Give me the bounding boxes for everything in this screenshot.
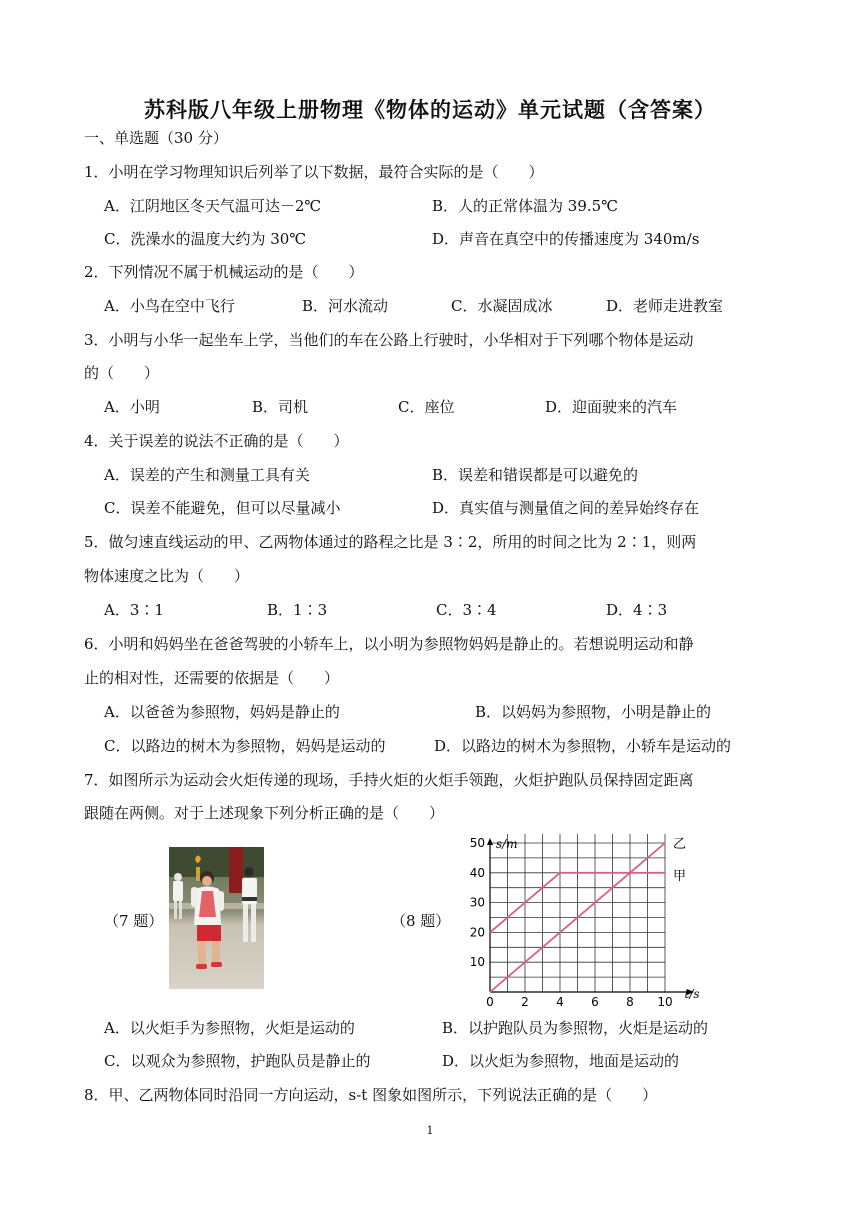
series-label-yi: 乙: [673, 837, 687, 852]
question-1-stem: 1．小明在学习物理知识后列举了以下数据，最符合实际的是（ ）: [84, 163, 544, 181]
question-4-stem: 4．关于误差的说法不正确的是（ ）: [84, 432, 349, 450]
question-7-stem-line1: 7．如图所示为运动会火炬传递的现场，手持火炬的火炬手领跑，火炬护跑队员保持固定距离: [84, 771, 694, 789]
question-3-stem-line2: 的（ ）: [84, 364, 160, 382]
x-tick-label: 0: [486, 995, 494, 1006]
question-2-option-b: B．河水流动: [302, 297, 389, 315]
x-tick-label: 8: [626, 995, 634, 1006]
question-5-stem-line1: 5．做匀速直线运动的甲、乙两物体通过的路程之比是 3∶2，所用的时间之比为 2∶1，则两: [84, 533, 697, 551]
y-axis-label: s/m: [496, 837, 518, 851]
question-3-option-a: A．小明: [104, 398, 160, 416]
question-5-stem-line2: 物体速度之比为（ ）: [84, 567, 250, 585]
x-tick-label: 4: [556, 995, 564, 1006]
question-7-option-a: A．以火炬手为参照物，火炬是运动的: [104, 1019, 355, 1037]
question-1-option-d: D．声音在真空中的传播速度为 340m/s: [432, 230, 700, 248]
torch-relay-photo: [169, 847, 264, 989]
question-6-option-c: C．以路边的树木为参照物，妈妈是运动的: [104, 737, 386, 755]
question-3-option-b: B．司机: [252, 398, 309, 416]
question-6-stem-line2: 止的相对性，还需要的依据是（ ）: [84, 669, 340, 687]
question-2-option-a: A．小鸟在空中飞行: [104, 297, 235, 315]
page-title: 苏科版八年级上册物理《物体的运动》单元试题（含答案）: [144, 97, 716, 122]
question-4-option-b: B．误差和错误都是可以避免的: [432, 466, 639, 484]
question-7-stem-line2: 跟随在两侧。对于上述现象下列分析正确的是（ ）: [84, 804, 445, 822]
question-5-option-d: D．4∶3: [606, 601, 668, 619]
question-4-option-a: A．误差的产生和测量工具有关: [104, 466, 310, 484]
figure-7-caption: （7 题）: [104, 912, 164, 930]
y-tick-label: 40: [469, 865, 485, 880]
question-6-stem-line1: 6．小明和妈妈坐在爸爸驾驶的小轿车上，以小明为参照物妈妈是静止的。若想说明运动和静: [84, 635, 694, 653]
question-3-stem-line1: 3．小明与小华一起坐车上学，当他们的车在公路上行驶时，小华相对于下列哪个物体是运动: [84, 331, 694, 349]
figure-8-caption: （8 题）: [391, 912, 451, 930]
question-5-option-b: B．1∶3: [267, 601, 328, 619]
question-2-option-c: C．水凝固成冰: [451, 297, 553, 315]
question-3-option-d: D．迎面驶来的汽车: [545, 398, 678, 416]
question-3-option-c: C．座位: [398, 398, 455, 416]
question-1-option-b: B．人的正常体温为 39.5℃: [432, 197, 618, 215]
x-tick-label: 2: [521, 995, 529, 1006]
question-1-option-a: A．江阴地区冬天气温可达－2℃: [104, 197, 322, 215]
question-8-stem: 8．甲、乙两物体同时沿同一方向运动，s-t 图象如图所示，下列说法正确的是（ ）: [84, 1086, 658, 1104]
question-1-option-c: C．洗澡水的温度大约为 30℃: [104, 230, 307, 248]
question-2-stem: 2．下列情况不属于机械运动的是（ ）: [84, 263, 364, 281]
st-graph: [462, 834, 722, 1006]
question-7-option-c: C．以观众为参照物，护跑队员是静止的: [104, 1052, 371, 1070]
question-5-option-c: C．3∶4: [436, 601, 497, 619]
y-tick-label: 30: [469, 895, 485, 910]
y-axis-arrow: [487, 838, 493, 845]
question-5-option-a: A．3∶1: [104, 601, 164, 619]
y-tick-label: 10: [469, 955, 485, 970]
question-7-option-d: D．以火炬为参照物，地面是运动的: [442, 1052, 680, 1070]
section-heading: 一、单选题（30 分）: [84, 129, 228, 147]
x-tick-label: 10: [657, 995, 673, 1006]
question-2-option-d: D．老师走进教室: [606, 297, 724, 315]
x-axis-label: t/s: [684, 987, 700, 1001]
question-7-option-b: B．以护跑队员为参照物，火炬是运动的: [442, 1019, 709, 1037]
question-4-option-d: D．真实值与测量值之间的差异始终存在: [432, 499, 700, 517]
question-6-option-b: B．以妈妈为参照物，小明是静止的: [475, 703, 712, 721]
series-label-jia: 甲: [673, 868, 687, 884]
question-6-option-d: D．以路边的树木为参照物，小轿车是运动的: [434, 737, 732, 755]
x-tick-label: 6: [591, 995, 599, 1006]
question-4-option-c: C．误差不能避免，但可以尽量减小: [104, 499, 341, 517]
question-6-option-a: A．以爸爸为参照物，妈妈是静止的: [104, 703, 340, 721]
page-number: 1: [426, 1124, 434, 1137]
y-tick-label: 20: [469, 925, 485, 940]
y-tick-label: 50: [469, 836, 485, 850]
